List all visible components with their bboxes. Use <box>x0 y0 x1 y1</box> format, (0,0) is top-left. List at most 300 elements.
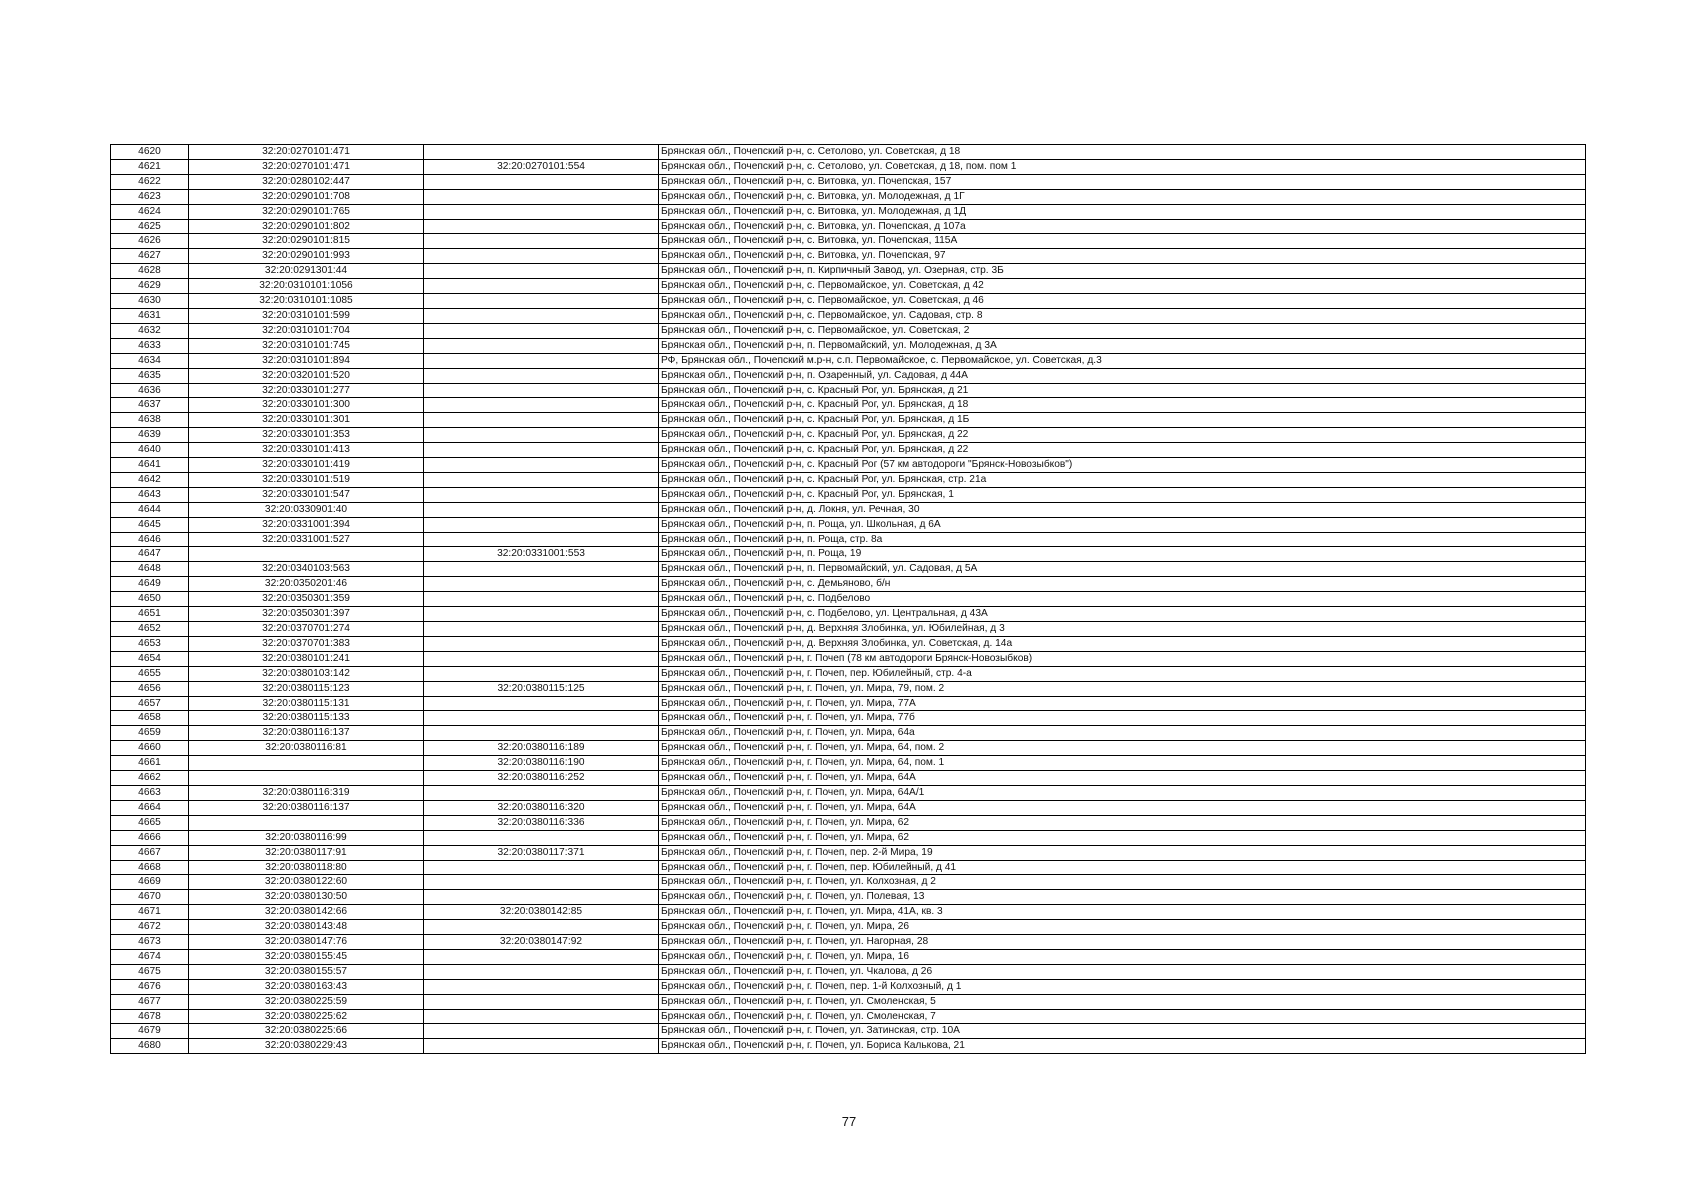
address-cell: Брянская обл., Почепский р-н, г. Почеп, ул. Мира, 26 <box>659 920 1586 935</box>
cadastral-number-cell: 32:20:0380118:80 <box>189 860 424 875</box>
building-cadastral-number-cell <box>424 666 659 681</box>
row-number-cell: 4679 <box>111 1024 189 1039</box>
table-row <box>111 368 1586 383</box>
building-cadastral-number-cell <box>424 458 659 473</box>
cadastral-number-cell: 32:20:0380155:57 <box>189 964 424 979</box>
building-cadastral-number-cell <box>424 517 659 532</box>
building-cadastral-number-cell <box>424 368 659 383</box>
cadastral-number-cell: 32:20:0331001:394 <box>189 517 424 532</box>
row-number-cell: 4667 <box>111 845 189 860</box>
cadastral-number-cell: 32:20:0350301:359 <box>189 592 424 607</box>
cadastral-number-cell: 32:20:0380163:43 <box>189 979 424 994</box>
address-cell: Брянская обл., Почепский р-н, г. Почеп (78 км автодороги Брянск-Новозыбков) <box>659 651 1586 666</box>
address-cell: Брянская обл., Почепский р-н, г. Почеп, ул. Мира, 64, пом. 1 <box>659 756 1586 771</box>
cadastral-number-cell: 32:20:0330101:301 <box>189 413 424 428</box>
address-cell: Брянская обл., Почепский р-н, с. Красный Рог, ул. Брянская, д 18 <box>659 398 1586 413</box>
table-row <box>111 666 1586 681</box>
cadastral-number-cell: 32:20:0270101:471 <box>189 145 424 160</box>
row-number-cell: 4648 <box>111 562 189 577</box>
table-row <box>111 830 1586 845</box>
address-cell: Брянская обл., Почепский р-н, с. Первомайское, ул. Советская, д 46 <box>659 294 1586 309</box>
address-cell: Брянская обл., Почепский р-н, с. Красный Рог, ул. Брянская, д 1Б <box>659 413 1586 428</box>
row-number-cell: 4639 <box>111 428 189 443</box>
row-number-cell: 4675 <box>111 964 189 979</box>
building-cadastral-number-cell <box>424 472 659 487</box>
row-number-cell: 4630 <box>111 294 189 309</box>
address-cell: Брянская обл., Почепский р-н, с. Первомайское, ул. Советская, д 42 <box>659 279 1586 294</box>
building-cadastral-number-cell <box>424 920 659 935</box>
row-number-cell: 4634 <box>111 353 189 368</box>
cadastral-number-cell: 32:20:0350301:397 <box>189 607 424 622</box>
table-row <box>111 949 1586 964</box>
table-row <box>111 532 1586 547</box>
row-number-cell: 4641 <box>111 458 189 473</box>
row-number-cell: 4624 <box>111 204 189 219</box>
address-cell: Брянская обл., Почепский р-н, г. Почеп, ул. Затинская, стр. 10А <box>659 1024 1586 1039</box>
cadastral-number-cell: 32:20:0380116:319 <box>189 785 424 800</box>
address-cell: Брянская обл., Почепский р-н, с. Демьяново, б/н <box>659 577 1586 592</box>
registry-table-body <box>111 145 1586 1054</box>
page-number: 77 <box>841 1114 857 1129</box>
building-cadastral-number-cell <box>424 294 659 309</box>
table-row <box>111 487 1586 502</box>
table-row <box>111 696 1586 711</box>
table-row <box>111 785 1586 800</box>
row-number-cell: 4643 <box>111 487 189 502</box>
row-number-cell: 4642 <box>111 472 189 487</box>
cadastral-number-cell: 32:20:0380225:59 <box>189 994 424 1009</box>
cadastral-number-cell: 32:20:0291301:44 <box>189 264 424 279</box>
row-number-cell: 4666 <box>111 830 189 845</box>
row-number-cell: 4654 <box>111 651 189 666</box>
cadastral-number-cell: 32:20:0290101:802 <box>189 219 424 234</box>
cadastral-number-cell: 32:20:0380155:45 <box>189 949 424 964</box>
table-row <box>111 234 1586 249</box>
table-row <box>111 756 1586 771</box>
table-row <box>111 741 1586 756</box>
building-cadastral-number-cell <box>424 249 659 264</box>
table-row <box>111 159 1586 174</box>
address-cell: Брянская обл., Почепский р-н, с. Подбелово, ул. Центральная, д 43А <box>659 607 1586 622</box>
table-row <box>111 1024 1586 1039</box>
row-number-cell: 4631 <box>111 308 189 323</box>
address-cell: Брянская обл., Почепский р-н, с. Красный Рог, ул. Брянская, д 21 <box>659 383 1586 398</box>
table-row <box>111 651 1586 666</box>
table-row <box>111 607 1586 622</box>
cadastral-number-cell: 32:20:0330101:519 <box>189 472 424 487</box>
address-cell: Брянская обл., Почепский р-н, с. Сетолово, ул. Советская, д 18, пом. пом 1 <box>659 159 1586 174</box>
row-number-cell: 4644 <box>111 502 189 517</box>
building-cadastral-number-cell <box>424 398 659 413</box>
building-cadastral-number-cell <box>424 994 659 1009</box>
address-cell: Брянская обл., Почепский р-н, г. Почеп, ул. Смоленская, 5 <box>659 994 1586 1009</box>
row-number-cell: 4621 <box>111 159 189 174</box>
row-number-cell: 4663 <box>111 785 189 800</box>
cadastral-number-cell: 32:20:0330101:277 <box>189 383 424 398</box>
address-cell: Брянская обл., Почепский р-н, г. Почеп, ул. Бориса Калькова, 21 <box>659 1039 1586 1054</box>
building-cadastral-number-cell: 32:20:0331001:553 <box>424 547 659 562</box>
address-cell: Брянская обл., Почепский р-н, г. Почеп, ул. Мира, 64А <box>659 800 1586 815</box>
table-row <box>111 711 1586 726</box>
row-number-cell: 4656 <box>111 681 189 696</box>
building-cadastral-number-cell <box>424 726 659 741</box>
building-cadastral-number-cell <box>424 577 659 592</box>
building-cadastral-number-cell <box>424 696 659 711</box>
cadastral-number-cell <box>189 547 424 562</box>
cadastral-number-cell: 32:20:0310101:745 <box>189 338 424 353</box>
address-cell: Брянская обл., Почепский р-н, г. Почеп, ул. Мира, 64, пом. 2 <box>659 741 1586 756</box>
address-cell: Брянская обл., Почепский р-н, с. Первомайское, ул. Советская, 2 <box>659 323 1586 338</box>
address-cell: Брянская обл., Почепский р-н, г. Почеп, ул. Мира, 77А <box>659 696 1586 711</box>
address-cell: Брянская обл., Почепский р-н, с. Сетолово, ул. Советская, д 18 <box>659 145 1586 160</box>
cadastral-number-cell: 32:20:0310101:1085 <box>189 294 424 309</box>
cadastral-number-cell: 32:20:0330101:353 <box>189 428 424 443</box>
building-cadastral-number-cell <box>424 323 659 338</box>
building-cadastral-number-cell: 32:20:0380115:125 <box>424 681 659 696</box>
table-row <box>111 622 1586 637</box>
row-number-cell: 4655 <box>111 666 189 681</box>
row-number-cell: 4647 <box>111 547 189 562</box>
building-cadastral-number-cell <box>424 964 659 979</box>
cadastral-number-cell: 32:20:0380115:133 <box>189 711 424 726</box>
row-number-cell: 4620 <box>111 145 189 160</box>
cadastral-number-cell: 32:20:0380143:48 <box>189 920 424 935</box>
building-cadastral-number-cell <box>424 189 659 204</box>
row-number-cell: 4659 <box>111 726 189 741</box>
building-cadastral-number-cell <box>424 383 659 398</box>
cadastral-number-cell: 32:20:0290101:815 <box>189 234 424 249</box>
address-cell: Брянская обл., Почепский р-н, п. Озаренный, ул. Садовая, д 44А <box>659 368 1586 383</box>
row-number-cell: 4625 <box>111 219 189 234</box>
address-cell: Брянская обл., Почепский р-н, г. Почеп, ул. Мира, 62 <box>659 815 1586 830</box>
table-row <box>111 517 1586 532</box>
row-number-cell: 4640 <box>111 443 189 458</box>
address-cell: Брянская обл., Почепский р-н, г. Почеп, ул. Мира, 62 <box>659 830 1586 845</box>
table-row <box>111 398 1586 413</box>
address-cell: Брянская обл., Почепский р-н, с. Красный Рог, ул. Брянская, д 22 <box>659 443 1586 458</box>
building-cadastral-number-cell <box>424 264 659 279</box>
cadastral-number-cell: 32:20:0290101:765 <box>189 204 424 219</box>
address-cell: Брянская обл., Почепский р-н, с. Витовка, ул. Молодежная, д 1Г <box>659 189 1586 204</box>
address-cell: Брянская обл., Почепский р-н, г. Почеп, ул. Мира, 64а <box>659 726 1586 741</box>
cadastral-number-cell: 32:20:0380142:66 <box>189 905 424 920</box>
building-cadastral-number-cell <box>424 234 659 249</box>
building-cadastral-number-cell <box>424 562 659 577</box>
cadastral-number-cell: 32:20:0330101:419 <box>189 458 424 473</box>
cadastral-number-cell: 32:20:0280102:447 <box>189 174 424 189</box>
address-cell: Брянская обл., Почепский р-н, с. Витовка, ул. Почепская, 115А <box>659 234 1586 249</box>
row-number-cell: 4646 <box>111 532 189 547</box>
address-cell: Брянская обл., Почепский р-н, с. Витовка, ул. Почепская, д 107а <box>659 219 1586 234</box>
building-cadastral-number-cell <box>424 651 659 666</box>
cadastral-number-cell: 32:20:0380101:241 <box>189 651 424 666</box>
row-number-cell: 4677 <box>111 994 189 1009</box>
row-number-cell: 4628 <box>111 264 189 279</box>
building-cadastral-number-cell <box>424 1039 659 1054</box>
table-row <box>111 502 1586 517</box>
address-cell: Брянская обл., Почепский р-н, с. Витовка, ул. Молодежная, д 1Д <box>659 204 1586 219</box>
table-row <box>111 1009 1586 1024</box>
cadastral-number-cell: 32:20:0290101:708 <box>189 189 424 204</box>
cadastral-number-cell: 32:20:0350201:46 <box>189 577 424 592</box>
cadastral-number-cell: 32:20:0380147:76 <box>189 935 424 950</box>
address-cell: Брянская обл., Почепский р-н, с. Витовка, ул. Почепская, 97 <box>659 249 1586 264</box>
building-cadastral-number-cell <box>424 1009 659 1024</box>
cadastral-number-cell: 32:20:0380130:50 <box>189 890 424 905</box>
row-number-cell: 4674 <box>111 949 189 964</box>
address-cell: РФ, Брянская обл., Почепский м.р-н, с.п. Первомайское, с. Первомайское, ул. Советская, д.3 <box>659 353 1586 368</box>
building-cadastral-number-cell <box>424 979 659 994</box>
building-cadastral-number-cell <box>424 785 659 800</box>
row-number-cell: 4665 <box>111 815 189 830</box>
row-number-cell: 4638 <box>111 413 189 428</box>
row-number-cell: 4664 <box>111 800 189 815</box>
table-row <box>111 443 1586 458</box>
row-number-cell: 4649 <box>111 577 189 592</box>
building-cadastral-number-cell: 32:20:0380116:252 <box>424 771 659 786</box>
building-cadastral-number-cell: 32:20:0380147:92 <box>424 935 659 950</box>
building-cadastral-number-cell <box>424 338 659 353</box>
building-cadastral-number-cell <box>424 592 659 607</box>
table-row <box>111 279 1586 294</box>
row-number-cell: 4676 <box>111 979 189 994</box>
cadastral-number-cell: 32:20:0370701:274 <box>189 622 424 637</box>
building-cadastral-number-cell <box>424 308 659 323</box>
cadastral-number-cell: 32:20:0330101:547 <box>189 487 424 502</box>
cadastral-number-cell: 32:20:0340103:563 <box>189 562 424 577</box>
building-cadastral-number-cell: 32:20:0380116:320 <box>424 800 659 815</box>
cadastral-number-cell: 32:20:0380122:60 <box>189 875 424 890</box>
building-cadastral-number-cell <box>424 830 659 845</box>
table-row <box>111 145 1586 160</box>
row-number-cell: 4653 <box>111 636 189 651</box>
address-cell: Брянская обл., Почепский р-н, п. Первомайский, ул. Молодежная, д 3А <box>659 338 1586 353</box>
table-row <box>111 353 1586 368</box>
address-cell: Брянская обл., Почепский р-н, г. Почеп, ул. Колхозная, д 2 <box>659 875 1586 890</box>
cadastral-number-cell: 32:20:0380116:99 <box>189 830 424 845</box>
address-cell: Брянская обл., Почепский р-н, с. Первомайское, ул. Садовая, стр. 8 <box>659 308 1586 323</box>
address-cell: Брянская обл., Почепский р-н, с. Красный Рог, ул. Брянская, 1 <box>659 487 1586 502</box>
row-number-cell: 4633 <box>111 338 189 353</box>
address-cell: Брянская обл., Почепский р-н, п. Роща, 19 <box>659 547 1586 562</box>
address-cell: Брянская обл., Почепский р-н, д. Верхняя Злобинка, ул. Советская, д. 14а <box>659 636 1586 651</box>
table-row <box>111 815 1586 830</box>
cadastral-number-cell: 32:20:0330101:300 <box>189 398 424 413</box>
building-cadastral-number-cell <box>424 607 659 622</box>
table-row <box>111 428 1586 443</box>
address-cell: Брянская обл., Почепский р-н, г. Почеп, пер. Юбилейный, д 41 <box>659 860 1586 875</box>
cadastral-number-cell <box>189 756 424 771</box>
building-cadastral-number-cell <box>424 443 659 458</box>
row-number-cell: 4662 <box>111 771 189 786</box>
address-cell: Брянская обл., Почепский р-н, с. Красный Рог, ул. Брянская, стр. 21а <box>659 472 1586 487</box>
building-cadastral-number-cell <box>424 279 659 294</box>
table-row <box>111 592 1586 607</box>
address-cell: Брянская обл., Почепский р-н, д. Локня, ул. Речная, 30 <box>659 502 1586 517</box>
building-cadastral-number-cell <box>424 875 659 890</box>
table-row <box>111 562 1586 577</box>
row-number-cell: 4635 <box>111 368 189 383</box>
cadastral-number-cell: 32:20:0380116:81 <box>189 741 424 756</box>
table-row <box>111 1039 1586 1054</box>
address-cell: Брянская обл., Почепский р-н, г. Почеп, пер. Юбилейный, стр. 4-а <box>659 666 1586 681</box>
table-row <box>111 338 1586 353</box>
address-cell: Брянская обл., Почепский р-н, г. Почеп, ул. Мира, 41А, кв. 3 <box>659 905 1586 920</box>
table-row <box>111 577 1586 592</box>
row-number-cell: 4645 <box>111 517 189 532</box>
cadastral-number-cell: 32:20:0330901:40 <box>189 502 424 517</box>
row-number-cell: 4670 <box>111 890 189 905</box>
building-cadastral-number-cell <box>424 1024 659 1039</box>
address-cell: Брянская обл., Почепский р-н, д. Верхняя Злобинка, ул. Юбилейная, д 3 <box>659 622 1586 637</box>
cadastral-number-cell: 32:20:0331001:527 <box>189 532 424 547</box>
address-cell: Брянская обл., Почепский р-н, г. Почеп, пер. 2-й Мира, 19 <box>659 845 1586 860</box>
row-number-cell: 4636 <box>111 383 189 398</box>
building-cadastral-number-cell <box>424 622 659 637</box>
row-number-cell: 4623 <box>111 189 189 204</box>
table-row <box>111 890 1586 905</box>
row-number-cell: 4658 <box>111 711 189 726</box>
address-cell: Брянская обл., Почепский р-н, г. Почеп, ул. Полевая, 13 <box>659 890 1586 905</box>
building-cadastral-number-cell: 32:20:0380116:336 <box>424 815 659 830</box>
cadastral-number-cell: 32:20:0310101:1056 <box>189 279 424 294</box>
table-row <box>111 845 1586 860</box>
table-row <box>111 681 1586 696</box>
building-cadastral-number-cell: 32:20:0380116:189 <box>424 741 659 756</box>
cadastral-number-cell: 32:20:0330101:413 <box>189 443 424 458</box>
cadastral-number-cell: 32:20:0370701:383 <box>189 636 424 651</box>
table-row <box>111 308 1586 323</box>
cadastral-number-cell <box>189 815 424 830</box>
table-row <box>111 547 1586 562</box>
row-number-cell: 4626 <box>111 234 189 249</box>
building-cadastral-number-cell: 32:20:0380117:371 <box>424 845 659 860</box>
address-cell: Брянская обл., Почепский р-н, г. Почеп, ул. Нагорная, 28 <box>659 935 1586 950</box>
cadastral-number-cell: 32:20:0380225:66 <box>189 1024 424 1039</box>
table-row <box>111 979 1586 994</box>
row-number-cell: 4629 <box>111 279 189 294</box>
row-number-cell: 4661 <box>111 756 189 771</box>
building-cadastral-number-cell <box>424 532 659 547</box>
building-cadastral-number-cell <box>424 413 659 428</box>
cadastral-number-cell: 32:20:0310101:704 <box>189 323 424 338</box>
cadastral-number-cell: 32:20:0310101:599 <box>189 308 424 323</box>
address-cell: Брянская обл., Почепский р-н, г. Почеп, ул. Мира, 64А <box>659 771 1586 786</box>
building-cadastral-number-cell <box>424 636 659 651</box>
building-cadastral-number-cell <box>424 219 659 234</box>
cadastral-number-cell: 32:20:0380225:62 <box>189 1009 424 1024</box>
building-cadastral-number-cell <box>424 174 659 189</box>
row-number-cell: 4672 <box>111 920 189 935</box>
address-cell: Брянская обл., Почепский р-н, г. Почеп, ул. Мира, 64А/1 <box>659 785 1586 800</box>
address-cell: Брянская обл., Почепский р-н, г. Почеп, ул. Смоленская, 7 <box>659 1009 1586 1024</box>
building-cadastral-number-cell <box>424 711 659 726</box>
building-cadastral-number-cell: 32:20:0380116:190 <box>424 756 659 771</box>
cadastral-number-cell: 32:20:0270101:471 <box>189 159 424 174</box>
cadastral-number-cell: 32:20:0310101:894 <box>189 353 424 368</box>
cadastral-number-cell: 32:20:0290101:993 <box>189 249 424 264</box>
cadastral-number-cell: 32:20:0380115:131 <box>189 696 424 711</box>
table-row <box>111 458 1586 473</box>
address-cell: Брянская обл., Почепский р-н, п. Первомайский, ул. Садовая, д 5А <box>659 562 1586 577</box>
table-row <box>111 935 1586 950</box>
table-row <box>111 771 1586 786</box>
row-number-cell: 4673 <box>111 935 189 950</box>
table-row <box>111 204 1586 219</box>
building-cadastral-number-cell: 32:20:0380142:85 <box>424 905 659 920</box>
row-number-cell: 4660 <box>111 741 189 756</box>
table-row <box>111 413 1586 428</box>
address-cell: Брянская обл., Почепский р-н, с. Красный Рог (57 км автодороги "Брянск-Новозыбков") <box>659 458 1586 473</box>
address-cell: Брянская обл., Почепский р-н, п. Кирпичный Завод, ул. Озерная, стр. 3Б <box>659 264 1586 279</box>
table-row <box>111 264 1586 279</box>
row-number-cell: 4651 <box>111 607 189 622</box>
table-row <box>111 323 1586 338</box>
row-number-cell: 4632 <box>111 323 189 338</box>
table-row <box>111 636 1586 651</box>
table-row <box>111 472 1586 487</box>
cadastral-number-cell: 32:20:0320101:520 <box>189 368 424 383</box>
address-cell: Брянская обл., Почепский р-н, г. Почеп, ул. Мира, 79, пом. 2 <box>659 681 1586 696</box>
address-cell: Брянская обл., Почепский р-н, с. Красный Рог, ул. Брянская, д 22 <box>659 428 1586 443</box>
row-number-cell: 4650 <box>111 592 189 607</box>
building-cadastral-number-cell <box>424 353 659 368</box>
table-row <box>111 800 1586 815</box>
address-cell: Брянская обл., Почепский р-н, с. Витовка, ул. Почепская, 157 <box>659 174 1586 189</box>
cadastral-number-cell <box>189 771 424 786</box>
table-row <box>111 905 1586 920</box>
row-number-cell: 4652 <box>111 622 189 637</box>
cadastral-number-cell: 32:20:0380116:137 <box>189 726 424 741</box>
address-cell: Брянская обл., Почепский р-н, г. Почеп, ул. Мира, 16 <box>659 949 1586 964</box>
address-cell: Брянская обл., Почепский р-н, п. Роща, ул. Школьная, д 6А <box>659 517 1586 532</box>
building-cadastral-number-cell <box>424 502 659 517</box>
table-row <box>111 860 1586 875</box>
building-cadastral-number-cell <box>424 487 659 502</box>
row-number-cell: 4657 <box>111 696 189 711</box>
row-number-cell: 4678 <box>111 1009 189 1024</box>
registry-table <box>110 144 1586 1054</box>
table-row <box>111 964 1586 979</box>
row-number-cell: 4680 <box>111 1039 189 1054</box>
address-cell: Брянская обл., Почепский р-н, г. Почеп, пер. 1-й Колхозный, д 1 <box>659 979 1586 994</box>
row-number-cell: 4668 <box>111 860 189 875</box>
building-cadastral-number-cell <box>424 890 659 905</box>
row-number-cell: 4627 <box>111 249 189 264</box>
address-cell: Брянская обл., Почепский р-н, п. Роща, стр. 8а <box>659 532 1586 547</box>
building-cadastral-number-cell <box>424 204 659 219</box>
cadastral-number-cell: 32:20:0380117:91 <box>189 845 424 860</box>
row-number-cell: 4669 <box>111 875 189 890</box>
table-row <box>111 249 1586 264</box>
table-row <box>111 726 1586 741</box>
address-cell: Брянская обл., Почепский р-н, г. Почеп, ул. Чкалова, д 26 <box>659 964 1586 979</box>
row-number-cell: 4671 <box>111 905 189 920</box>
table-row <box>111 219 1586 234</box>
table-row <box>111 920 1586 935</box>
building-cadastral-number-cell <box>424 428 659 443</box>
building-cadastral-number-cell <box>424 860 659 875</box>
building-cadastral-number-cell: 32:20:0270101:554 <box>424 159 659 174</box>
address-cell: Брянская обл., Почепский р-н, г. Почеп, ул. Мира, 77б <box>659 711 1586 726</box>
table-row <box>111 383 1586 398</box>
row-number-cell: 4637 <box>111 398 189 413</box>
building-cadastral-number-cell <box>424 949 659 964</box>
table-row <box>111 994 1586 1009</box>
cadastral-number-cell: 32:20:0380103:142 <box>189 666 424 681</box>
table-row <box>111 174 1586 189</box>
table-row <box>111 189 1586 204</box>
